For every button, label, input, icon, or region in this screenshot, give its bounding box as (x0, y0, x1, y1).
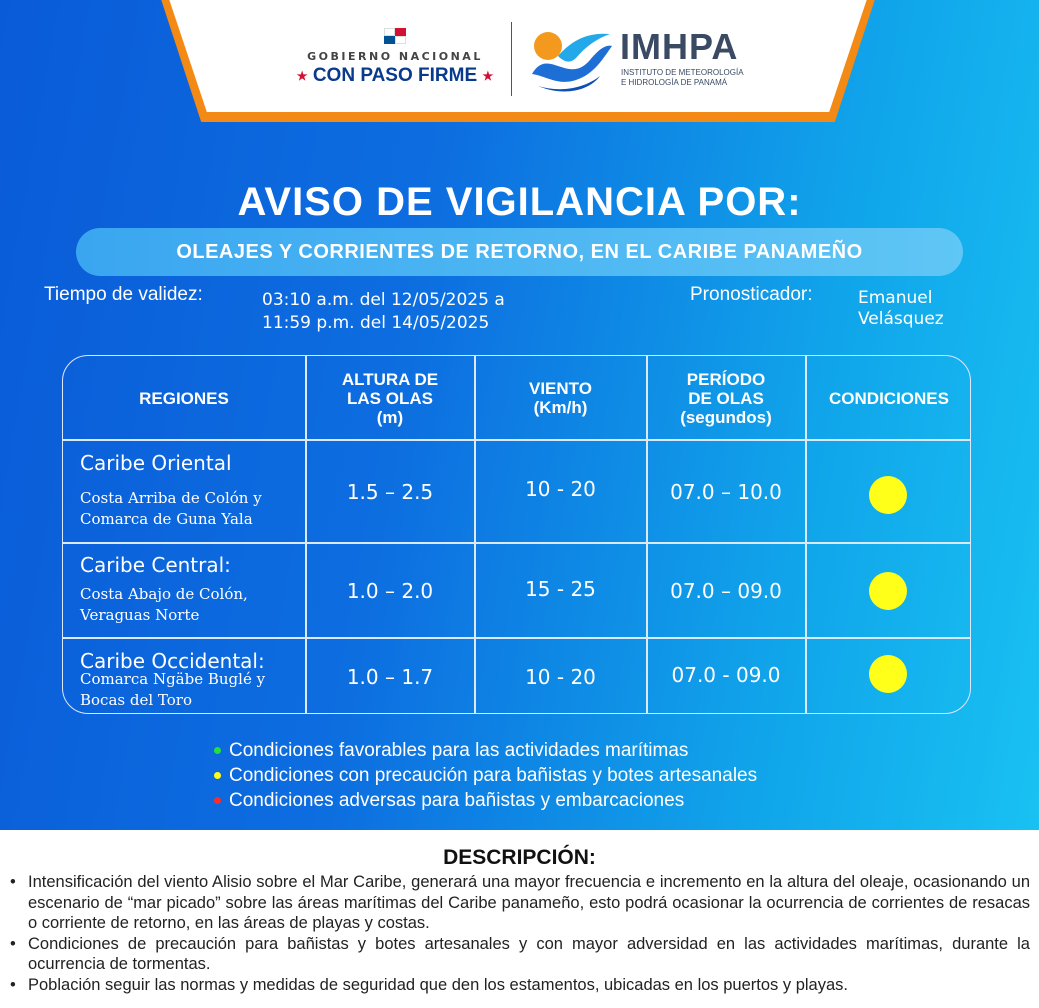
validity-label: Tiempo de validez: (44, 284, 203, 305)
wave-height-value: 1.0 – 2.0 (346, 579, 434, 603)
header-conditions: CONDICIONES (829, 388, 949, 408)
yellow-dot-icon (214, 772, 221, 779)
region-name: Caribe Central: (80, 553, 231, 577)
header-wave-height: ALTURA DE LAS OLAS (m) (341, 369, 439, 427)
region-areas: Comarca Ngäbe Buglé y Bocas del Toro (80, 670, 266, 709)
region-name: Caribe Oriental (80, 451, 232, 475)
wave-height-value: 1.5 – 2.5 (346, 479, 434, 504)
description-title: DESCRIPCIÓN: (443, 846, 596, 869)
header-panel (166, 0, 870, 112)
forecaster-last-name: Velásquez (858, 309, 944, 329)
imhpa-subtitle: INSTITUTO DE METEOROLOGÍA E HIDROLOGÍA DE PANAMÁ (621, 68, 744, 87)
wind-value: 15 - 25 (525, 577, 596, 601)
panama-flag-icon (384, 28, 406, 44)
red-dot-icon (214, 797, 221, 804)
legend-item-favorable: Condiciones favorables para las actividades marítimas (214, 740, 688, 762)
wind-value: 10 - 20 (525, 665, 596, 689)
government-logo (290, 28, 500, 87)
legend-item-adverse: Condiciones adversas para bañistas y embarcaciones (214, 790, 684, 812)
wave-period-value: 07.0 - 09.0 (671, 663, 781, 687)
header-wave-period: PERÍODO DE OLAS (segundos) (680, 369, 772, 427)
description-item: • Intensificación del viento Alisio sobre el Mar Caribe, generará una mayor frecuencia e incremento en la altura del oleaje, ocasionando un escenario de “mar picado” sobre las áreas marítimas del Caribe panameño, esto podrá ocasionar la ocurrencia de corrientes de resacas o corriente de retorno, en las áreas de playas y costas. (10, 872, 1030, 934)
validity-end: 11:59 p.m. del 14/05/2025 (262, 313, 490, 333)
header-regions: REGIONES (139, 388, 229, 408)
forecaster-first-name: Emanuel (858, 288, 933, 308)
government-name: GOBIERNO NACIONAL (307, 50, 483, 63)
alert-subtitle: OLEAJES Y CORRIENTES DE RETORNO, EN EL CARIBE PANAMEÑO (76, 228, 963, 276)
green-dot-icon (214, 747, 221, 754)
forecast-table (62, 355, 971, 714)
logo-divider (511, 22, 512, 96)
header-wind: VIENTO (Km/h) (529, 379, 592, 417)
region-name: Caribe Occidental: (80, 649, 265, 673)
legend-item-caution: Condiciones con precaución para bañistas y botes artesanales (214, 765, 757, 787)
wave-period-value: 07.0 – 10.0 (670, 479, 782, 504)
description-item: • Población seguir las normas y medidas de seguridad que den los estamentos, ubicadas en los puertos y playas. (10, 975, 1030, 996)
imhpa-logo-text: IMHPA (620, 26, 739, 67)
page-title: AVISO DE VIGILANCIA POR: (237, 180, 802, 224)
condition-indicator (869, 655, 907, 693)
wave-period-value: 07.0 – 09.0 (670, 579, 782, 603)
imhpa-wave-sun-icon (528, 26, 614, 94)
region-areas: Costa Abajo de Colón, Veraguas Norte (80, 585, 248, 624)
description-list (10, 872, 1030, 995)
description-item: • Condiciones de precaución para bañistas y botes artesanales y con mayor adversidad en las actividades marítimas, durante la ocurrencia de tormentas. (10, 934, 1030, 975)
wave-height-value: 1.0 – 1.7 (346, 665, 434, 689)
government-slogan: ★ CON PASO FIRME ★ (296, 65, 494, 86)
wind-value: 10 - 20 (525, 476, 596, 501)
validity-start: 03:10 a.m. del 12/05/2025 a (262, 290, 505, 310)
condition-indicator (869, 476, 907, 514)
region-areas: Costa Arriba de Colón y Comarca de Guna Yala (80, 489, 262, 528)
forecaster-label: Pronosticador: (690, 284, 813, 305)
condition-indicator (869, 572, 907, 610)
